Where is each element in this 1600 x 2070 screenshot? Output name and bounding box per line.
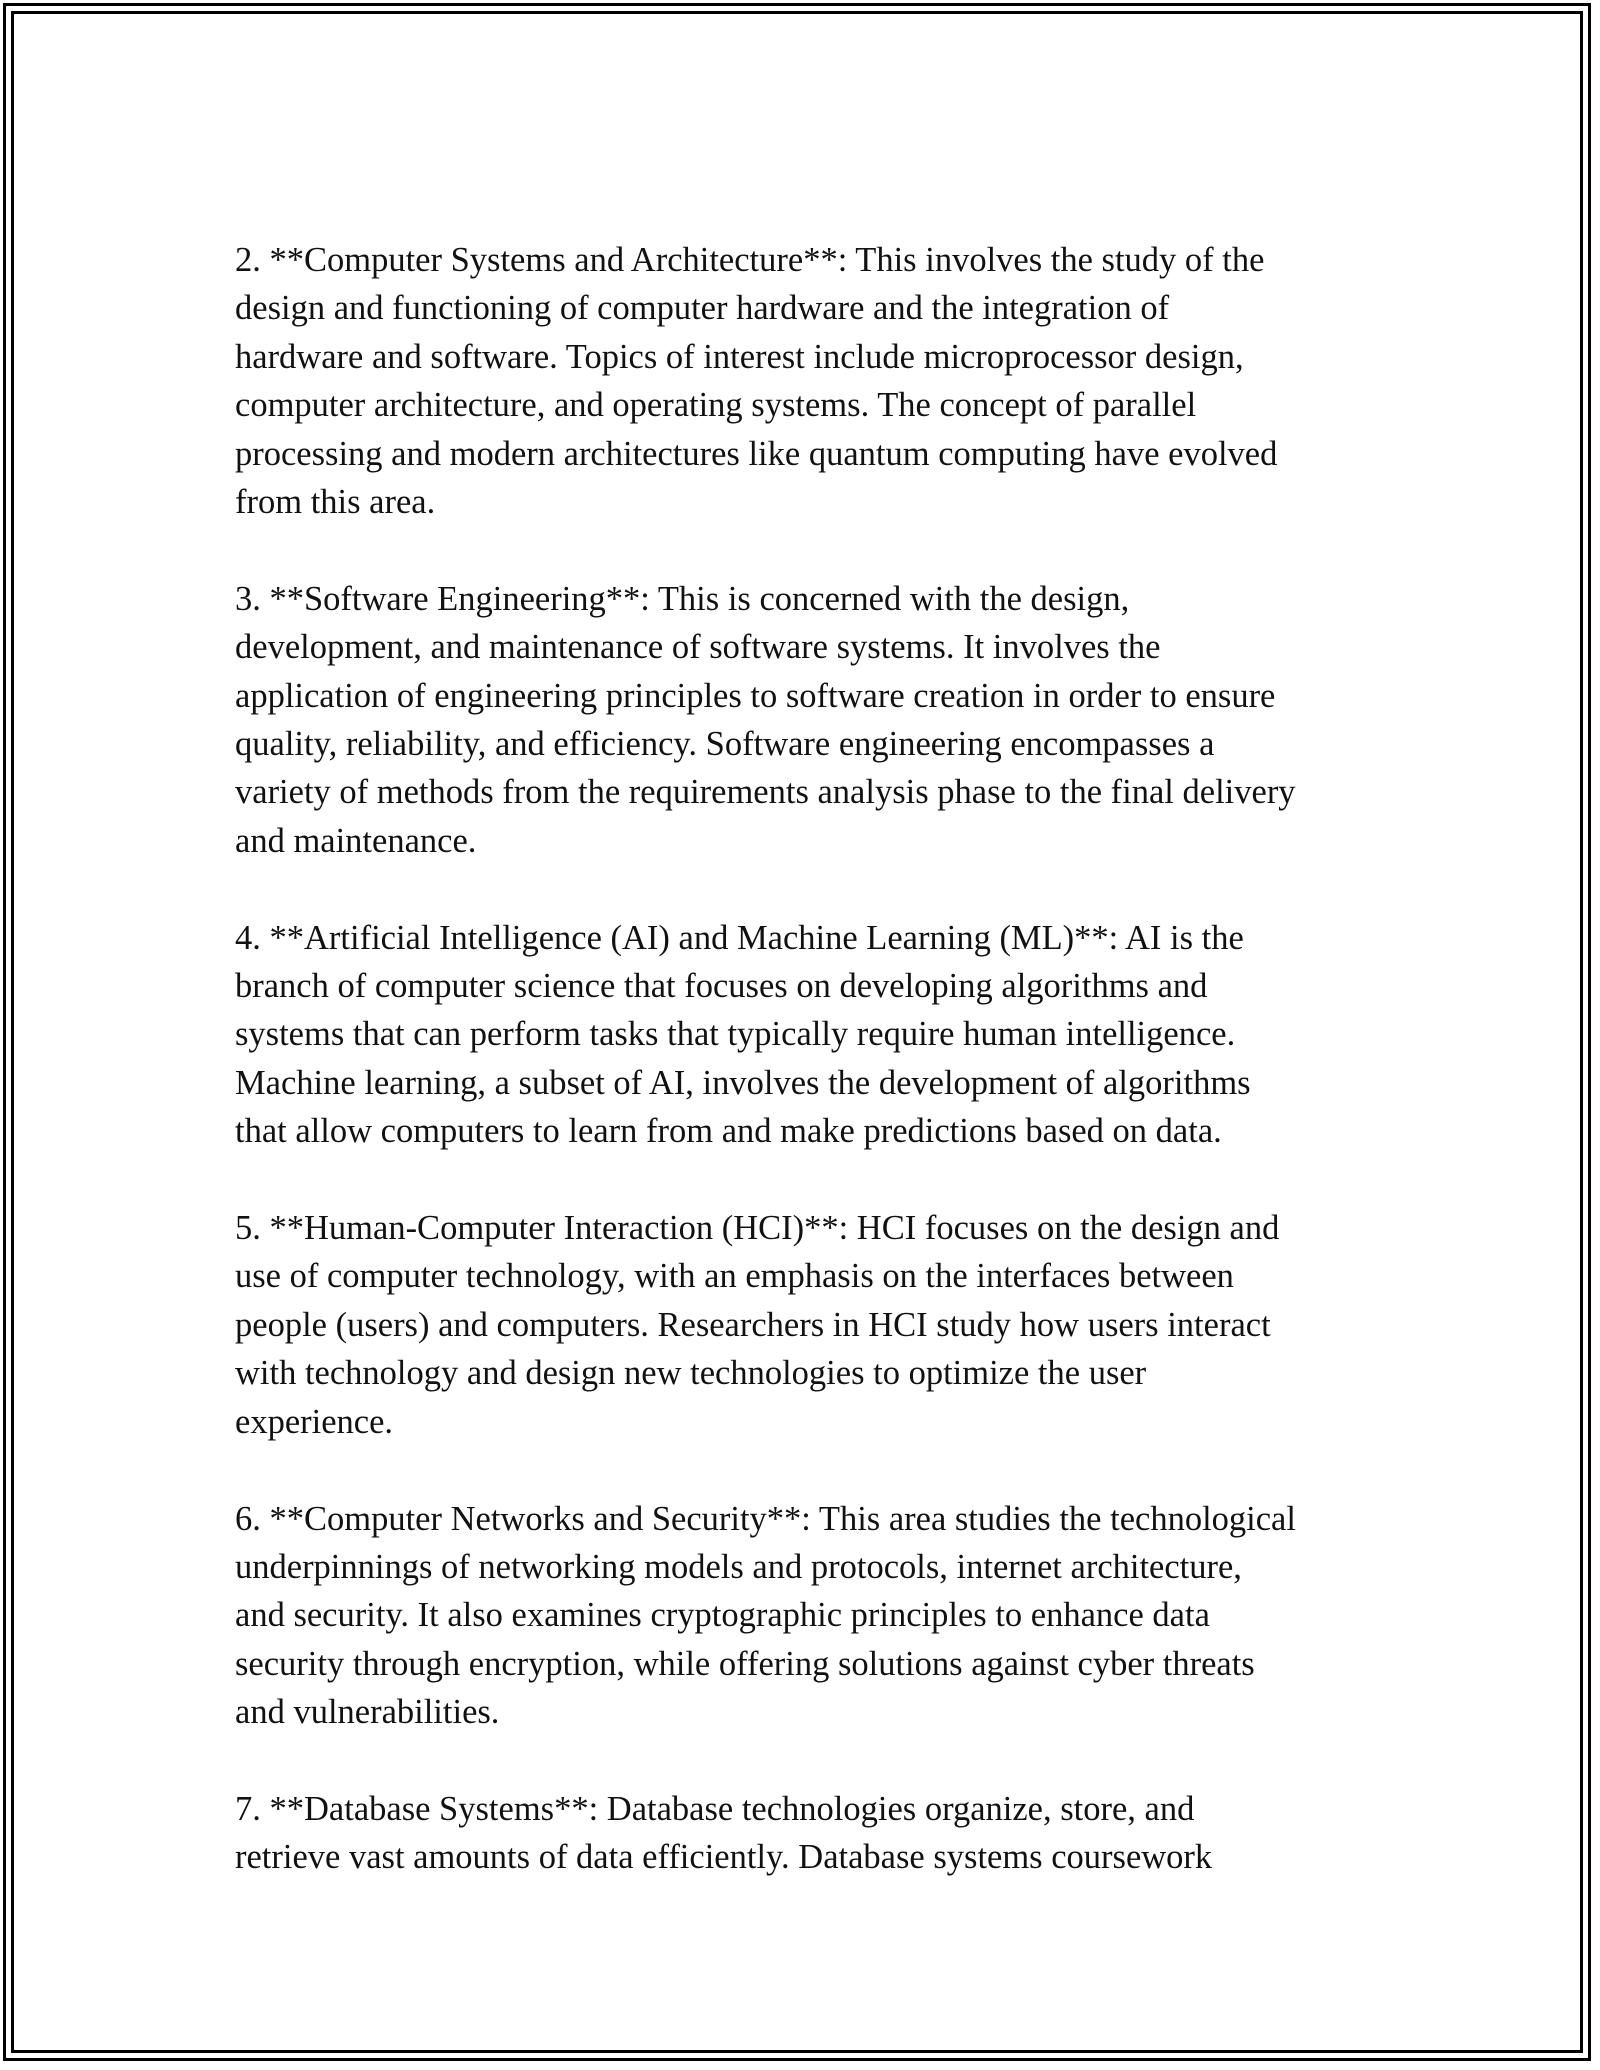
text-line: development, and maintenance of software systems. It involves the bbox=[235, 628, 1161, 667]
document-body bbox=[235, 236, 1375, 1930]
paragraph-hci bbox=[235, 1204, 1375, 1446]
text-line: with technology and design new technologies to optimize the user bbox=[235, 1354, 1147, 1393]
paragraph-software-engineering bbox=[235, 575, 1375, 865]
text-line: Machine learning, a subset of AI, involves the development of algorithms bbox=[235, 1063, 1251, 1102]
text-line: variety of methods from the requirements analysis phase to the final delivery bbox=[235, 773, 1296, 812]
text-line: 6. **Computer Networks and Security**: This area studies the technological bbox=[235, 1499, 1296, 1538]
text-line: and security. It also examines cryptographic principles to enhance data bbox=[235, 1596, 1210, 1635]
paragraph-database-systems bbox=[235, 1785, 1375, 1882]
text-line: application of engineering principles to software creation in order to ensure bbox=[235, 676, 1276, 715]
text-line: systems that can perform tasks that typically require human intelligence. bbox=[235, 1015, 1236, 1054]
text-line: people (users) and computers. Researchers in HCI study how users interact bbox=[235, 1305, 1271, 1344]
text-line: design and functioning of computer hardware and the integration of bbox=[235, 289, 1170, 328]
text-line: quality, reliability, and efficiency. Software engineering encompasses a bbox=[235, 725, 1215, 764]
text-line: retrieve vast amounts of data efficiently. Database systems coursework bbox=[235, 1838, 1213, 1877]
text-line: security through encryption, while offering solutions against cyber threats bbox=[235, 1644, 1255, 1683]
text-line: and vulnerabilities. bbox=[235, 1693, 500, 1732]
text-line: computer architecture, and operating systems. The concept of parallel bbox=[235, 386, 1197, 425]
text-line: processing and modern architectures like quantum computing have evolved bbox=[235, 434, 1278, 473]
text-line: 5. **Human-Computer Interaction (HCI)**: HCI focuses on the design and bbox=[235, 1209, 1280, 1248]
text-line: hardware and software. Topics of interest include microprocessor design, bbox=[235, 337, 1244, 376]
text-line: branch of computer science that focuses on developing algorithms and bbox=[235, 967, 1208, 1006]
text-line: underpinnings of networking models and protocols, internet architecture, bbox=[235, 1547, 1242, 1586]
text-line: use of computer technology, with an emphasis on the interfaces between bbox=[235, 1257, 1234, 1296]
paragraph-networks-security bbox=[235, 1495, 1375, 1737]
text-line: 4. **Artificial Intelligence (AI) and Machine Learning (ML)**: AI is the bbox=[235, 918, 1244, 957]
paragraph-computer-systems bbox=[235, 236, 1375, 526]
text-line: 7. **Database Systems**: Database technologies organize, store, and bbox=[235, 1789, 1195, 1828]
text-line: from this area. bbox=[235, 483, 436, 522]
text-line: 2. **Computer Systems and Architecture**: This involves the study of the bbox=[235, 241, 1265, 279]
text-line: 3. **Software Engineering**: This is concerned with the design, bbox=[235, 579, 1130, 618]
text-line: that allow computers to learn from and make predictions based on data. bbox=[235, 1112, 1222, 1151]
paragraph-ai-ml bbox=[235, 914, 1375, 1156]
text-line: and maintenance. bbox=[235, 821, 477, 860]
text-line: experience. bbox=[235, 1402, 394, 1441]
